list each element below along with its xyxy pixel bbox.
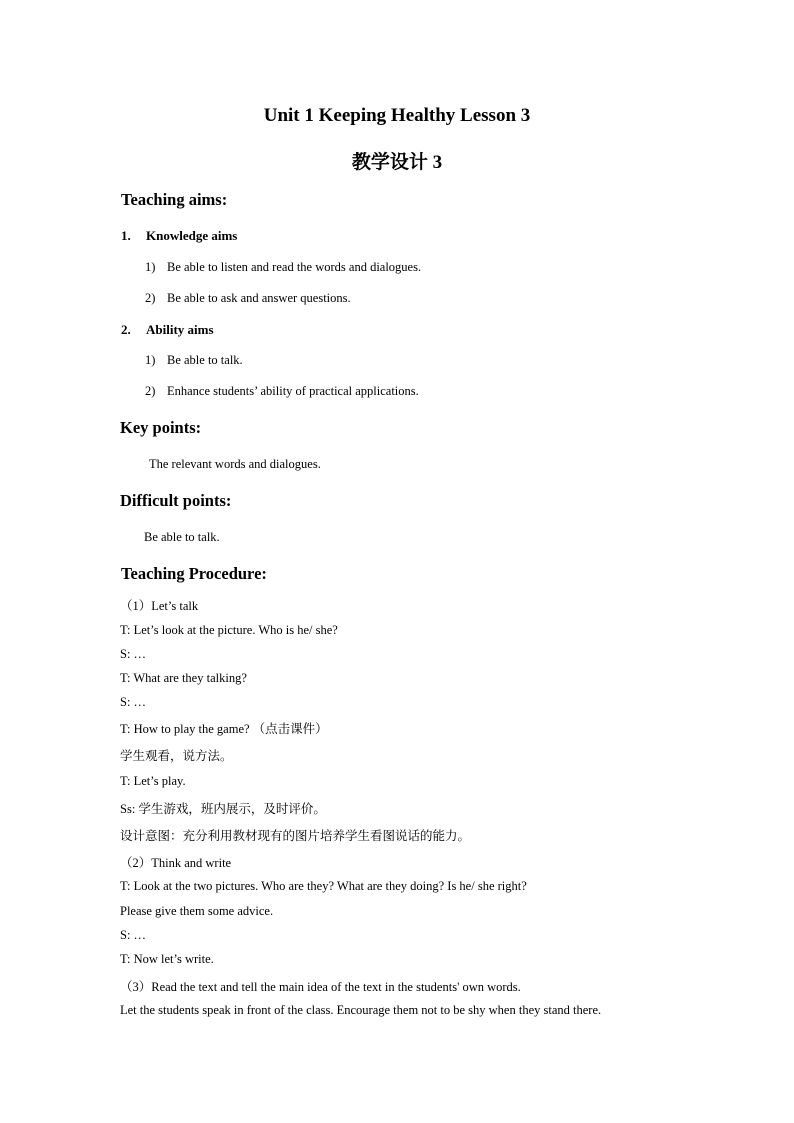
- section-label: Ability aims: [146, 322, 214, 337]
- document-title: Unit 1 Keeping Healthy Lesson 3: [263, 105, 531, 126]
- document-subtitle: 教学设计 3: [351, 152, 443, 173]
- procedure-line: T: Now let’s write.: [120, 952, 214, 966]
- item-text: Be able to talk.: [167, 353, 243, 367]
- procedure-line: Ss: 学生游戏，班内展示，及时评价。: [120, 802, 326, 816]
- procedure-line: （1）Let’s talk: [120, 599, 199, 613]
- item-text: Enhance students’ ability of practical applications.: [167, 384, 419, 398]
- procedure-line: T: Let’s play.: [120, 774, 186, 788]
- procedure-line: 学生观看，说方法。: [120, 749, 233, 763]
- list-item: [145, 260, 421, 275]
- section-number: 1.: [121, 228, 131, 243]
- procedure-line: （3）Read the text and tell the main idea of the text in the students' own words.: [120, 980, 521, 994]
- procedure-line: Let the students speak in front of the class. Encourage them not to be shy when they stand there.: [120, 1003, 602, 1017]
- procedure-line: 设计意图：充分利用教材现有的图片培养学生看图说话的能力。: [120, 829, 471, 843]
- procedure-line: Please give them some advice.: [120, 904, 274, 918]
- procedure-line: T: How to play the game? （点击课件）: [120, 722, 328, 736]
- procedure-line: T: What are they talking?: [120, 671, 247, 685]
- item-number: 1): [145, 353, 156, 367]
- difficult-points-heading: Difficult points:: [120, 491, 232, 510]
- section-label: Knowledge aims: [146, 228, 238, 243]
- list-item: [145, 291, 351, 306]
- procedure-line: T: Let’s look at the picture. Who is he/ she?: [120, 623, 338, 637]
- procedure-line: （2）Think and write: [120, 856, 232, 870]
- item-number: 2): [145, 384, 156, 398]
- item-text: Be able to ask and answer questions.: [167, 291, 351, 305]
- list-item: [145, 384, 419, 399]
- procedure-line: S: …: [120, 647, 147, 661]
- key-points-text: The relevant words and dialogues.: [149, 457, 321, 471]
- procedure-line: S: …: [120, 695, 147, 709]
- key-points-heading: Key points:: [120, 418, 202, 437]
- item-text: Be able to listen and read the words and dialogues.: [167, 260, 422, 274]
- procedure-line: S: …: [120, 928, 147, 942]
- procedure-line: T: Look at the two pictures. Who are they? What are they doing? Is he/ she right?: [120, 879, 527, 893]
- aims-section-knowledge: [121, 228, 237, 244]
- teaching-procedure-heading: Teaching Procedure:: [121, 564, 267, 583]
- section-number: 2.: [121, 322, 131, 337]
- item-number: 1): [145, 260, 156, 274]
- difficult-points-text: Be able to talk.: [144, 530, 220, 544]
- teaching-aims-heading: Teaching aims:: [121, 190, 228, 209]
- item-number: 2): [145, 291, 156, 305]
- aims-section-ability: [121, 322, 214, 338]
- list-item: [145, 353, 243, 368]
